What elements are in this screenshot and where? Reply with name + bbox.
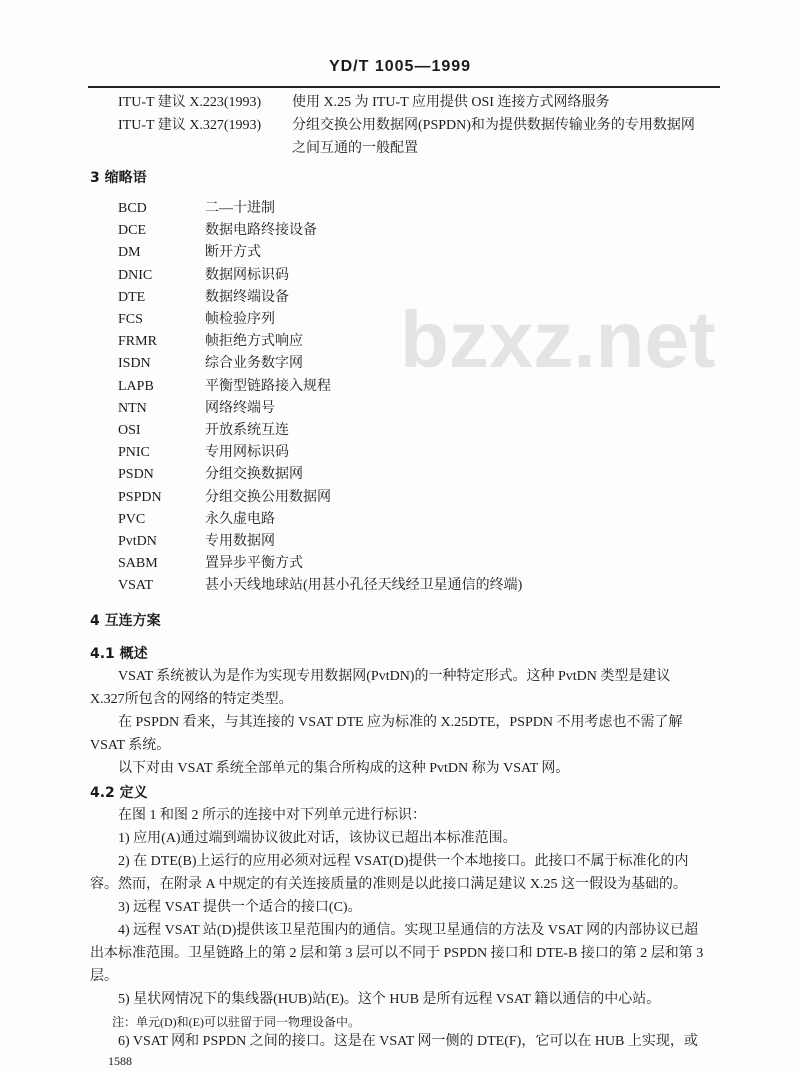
header-rule [88,86,720,88]
abbreviation: FRMR [118,334,157,350]
paragraph-line: 出本标准范围。卫星链路上的第 2 层和第 3 层可以不同于 PSPDN 接口和 DTE-B 接口的第 2 层和第 3 [90,946,704,961]
paragraph-line: 4) 远程 VSAT 站(D)提供该卫星范围内的通信。实现卫星通信的方法及 VSAT 网的内部协议已超 [118,923,699,938]
abbreviation-meaning: 专用网标识码 [205,445,289,461]
abbreviation: ISDN [118,356,151,372]
abbreviation-meaning: 网络终端号 [205,400,275,416]
paragraph-line: 2) 在 DTE(B)上运行的应用必须对远程 VSAT(D)提供一个本地接口。此接口不属于标准化的内 [118,854,689,869]
paragraph-line: VSAT 系统。 [90,738,171,753]
reference-code: ITU-T 建议 X.223(1993) [118,95,262,110]
watermark: bzxz.net [400,295,716,384]
paragraph-line: 1) 应用(A)通过端到端协议彼此对话，该协议已超出本标准范围。 [118,831,517,846]
abbreviation: PNIC [118,445,150,461]
abbreviation-meaning: 帧拒绝方式响应 [205,334,303,350]
abbreviation-meaning: 帧检验序列 [205,312,275,327]
paragraph-line: 在 PSPDN 看来，与其连接的 VSAT DTE 应为标准的 X.25DTE，PSPDN 不用考虑也不需了解 [118,715,683,730]
abbreviation: DM [118,245,141,261]
document-header: YD/T 1005—1999 [328,58,472,75]
reference-title: 分组交换公用数据网(PSPDN)和为提供数据传输业务的专用数据网 [292,118,695,133]
abbreviation-meaning: 分组交换数据网 [205,467,303,483]
abbreviation: OSI [118,423,141,438]
abbreviation: LAPB [118,378,154,394]
abbreviation-meaning: 二—十进制 [205,201,275,216]
abbreviation-meaning: 数据终端设备 [205,289,289,305]
abbreviation: VSAT [118,578,154,594]
reference-code: ITU-T 建议 X.327(1993) [118,118,262,133]
abbreviation: BCD [118,201,147,216]
abbreviation-meaning: 数据电路终接设备 [205,223,317,239]
abbreviation-meaning: 置异步平衡方式 [205,556,303,572]
abbreviation: PSPDN [118,489,162,505]
abbreviation: PVC [118,511,146,527]
paragraph-line: 5) 星状网情况下的集线器(HUB)站(E)。这个 HUB 是所有远程 VSAT 籍以通信的中心站。 [118,992,661,1007]
paragraph-line: 容。然而，在附录 A 中规定的有关连接质量的准则是以此接口满足建议 X.25 这一假设为基础的。 [90,877,687,892]
abbreviation-meaning: 综合业务数字网 [205,356,303,372]
abbreviation-meaning: 甚小天线地球站(用甚小孔径天线经卫星通信的终端) [205,578,523,594]
abbreviation: DNIC [118,267,153,283]
section-3-heading: 3 缩略语 [90,170,147,186]
abbreviation-meaning: 平衡型链路接入规程 [205,378,331,394]
paragraph-line: 以下对由 VSAT 系统全部单元的集合所构成的这种 PvtDN 称为 VSAT 网。 [118,761,570,776]
abbreviation: SABM [118,556,158,572]
abbreviation: PvtDN [118,534,157,549]
paragraph-line: X.327所包含的网络的特定类型。 [90,692,293,707]
reference-title: 使用 X.25 为 ITU-T 应用提供 OSI 连接方式网络服务 [292,95,610,110]
note: 注：单元(D)和(E)可以驻留于同一物理设备中。 [112,1015,360,1029]
abbreviation: DCE [118,223,146,239]
abbreviation-meaning: 永久虚电路 [205,511,275,527]
paragraph-line: 层。 [90,969,118,984]
abbreviation: PSDN [118,467,154,483]
abbreviation: NTN [118,400,147,416]
paragraph-line: 3) 远程 VSAT 提供一个适合的接口(C)。 [118,900,362,915]
section-4-1-heading: 4.1 概述 [90,646,148,662]
section-4-2-heading: 4.2 定义 [90,785,148,801]
abbreviation-meaning: 开放系统互连 [205,423,289,438]
section-4-heading: 4 互连方案 [90,613,161,629]
reference-title-cont: 之间互通的一般配置 [292,141,418,156]
abbreviation: DTE [118,289,146,305]
abbreviation-meaning: 专用数据网 [205,534,275,549]
paragraph-line: 在图 1 和图 2 所示的连接中对下列单元进行标识： [118,808,426,823]
paragraph-line: 6) VSAT 网和 PSPDN 之间的接口。这是在 VSAT 网一侧的 DTE(F)，它可以在 HUB 上实现，或 [118,1034,698,1049]
paragraph-line: VSAT 系统被认为是作为实现专用数据网(PvtDN)的一种特定形式。这种 PvtDN 类型是建议 [118,669,671,684]
abbreviation-meaning: 分组交换公用数据网 [205,489,331,505]
abbreviation: FCS [118,312,143,327]
abbreviation-meaning: 断开方式 [205,245,261,261]
page-number: 1588 [108,1054,132,1068]
abbreviation-meaning: 数据网标识码 [205,267,289,283]
